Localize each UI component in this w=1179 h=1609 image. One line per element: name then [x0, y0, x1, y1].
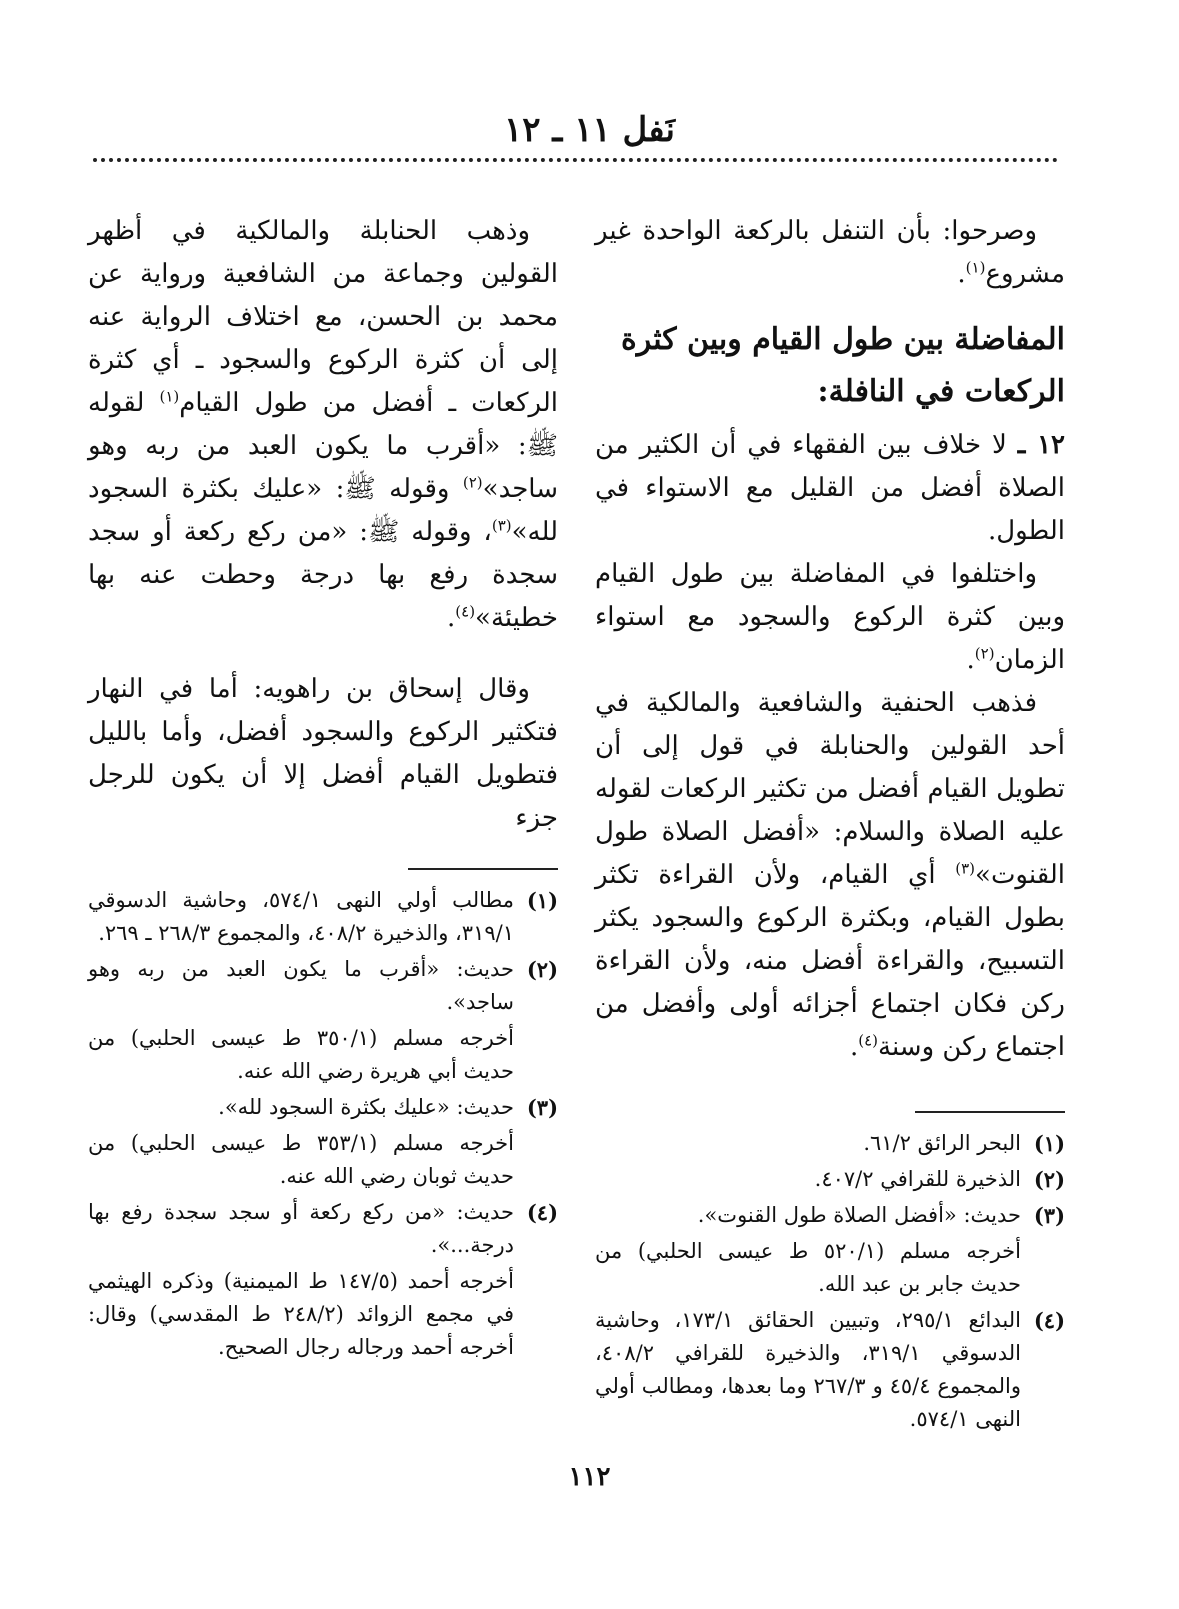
footnote-ref[interactable]: (٣)	[955, 859, 976, 878]
footnote-ref[interactable]: (١)	[965, 258, 986, 277]
footnote-continuation	[88, 1127, 558, 1193]
disagreement-text: واختلفوا في المفاضلة بين طول القيام وبين كثرة الركوع والسجود مع استواء الزمان	[595, 559, 1065, 675]
footnote-rule	[915, 1111, 1065, 1113]
footnote-text: حديث: «أفضل الصلاة طول القنوت».	[697, 1203, 1021, 1227]
footnote-ref[interactable]: (١)	[159, 387, 180, 406]
hanabila-text-b: لقوله ﷺ: «أقرب ما يكون العبد من ربه وهو ساجد»	[88, 388, 558, 504]
paragraph-gap	[88, 640, 558, 668]
footnote	[88, 1196, 558, 1262]
left-column	[88, 210, 558, 1367]
paragraph-ishaq: وقال إسحاق بن راهويه: أما في النهار فتكثير الركوع والسجود أفضل، وأما بالليل فتطويل القيام أفضل إلا أن يكون للرجل جزء	[88, 674, 558, 833]
footnote-text: أخرجه مسلم (٥٢٠/١ ط عيسى الحلبي) من حديث جابر بن عبد الله.	[595, 1239, 1021, 1296]
footnote-text: حديث: «عليك بكثرة السجود لله».	[218, 1095, 514, 1119]
footnote-text: حديث: «من ركع ركعة أو سجد سجدة رفع بها درجة...».	[88, 1200, 514, 1257]
page-number: ١١٢	[568, 1462, 611, 1492]
footnote-continuation	[88, 1022, 558, 1088]
hanafi-text-b: أي القيام، ولأن القراءة تكثر بطول القيام، وبكثرة الركوع والسجود يكثر التسبيح، والقراءة أفضل منه، ولأن القراءة ركن فكان اجتماع أجزائه أولى وأفضل من اجتماع ركن وسنة	[595, 860, 1065, 1062]
section-heading: المفاضلة بين طول القيام وبين كثرة الركعات في النافلة:	[620, 322, 1065, 409]
disagreement-end: .	[966, 645, 975, 675]
header-dotted-rule	[93, 158, 1058, 162]
footnote-text: مطالب أولي النهى ٥٧٤/١، وحاشية الدسوقي ٣١٩/١، والذخيرة ٤٠٨/٢، والمجموع ٢٦٨/٣ ـ ٢٦٩.	[88, 888, 514, 945]
footnote-continuation	[88, 1265, 558, 1364]
footnote-number: (٣)	[526, 1095, 558, 1120]
intro-paragraph	[595, 210, 1065, 296]
footnote-number: (٢)	[1033, 1167, 1065, 1192]
footnote-ref[interactable]: (٤)	[858, 1031, 878, 1050]
footnote-text: أخرجه مسلم (٣٥٣/١ ط عيسى الحلبي) من حديث ثوبان رضي الله عنه.	[88, 1131, 514, 1188]
paragraph-12-text: لا خلاف بين الفقهاء في أن الكثير من الصلاة أفضل من القليل مع الاستواء في الطول.	[595, 430, 1065, 546]
footnote-ref[interactable]: (٤)	[455, 602, 476, 621]
hanafi-end: .	[849, 1032, 859, 1062]
right-column	[595, 210, 1065, 1439]
footnote-rule	[408, 868, 558, 870]
footnote	[88, 953, 558, 1019]
footnote	[88, 884, 558, 950]
running-header-title: نَفل ١١ ـ ١٢	[504, 110, 675, 150]
footnote-number: (٤)	[1033, 1308, 1065, 1333]
paragraph-12	[595, 424, 1065, 553]
footnote	[595, 1127, 1065, 1160]
footnote-text: حديث: «أقرب ما يكون العبد من ربه وهو ساجد».	[88, 957, 514, 1014]
footnote-number: (١)	[1033, 1131, 1065, 1156]
footnote-continuation	[595, 1235, 1065, 1301]
hanabila-text-d: ، وقوله ﷺ: «من ركع ركعة أو سجد سجدة رفع بها درجة وحطت عنه بها خطيئة»	[88, 517, 558, 633]
footnote	[595, 1199, 1065, 1232]
intro-text: وصرحوا: بأن التنفل بالركعة الواحدة غير مشروع	[595, 216, 1065, 289]
hanabila-text-c: وقوله ﷺ: «عليك بكثرة السجود لله»	[88, 474, 558, 547]
footnote-ref[interactable]: (٣)	[491, 516, 512, 535]
intro-end: .	[957, 259, 966, 289]
footnote	[595, 1304, 1065, 1436]
paragraph-hanabila	[88, 210, 558, 640]
hanafi-text-a: فذهب الحنفية والشافعية والمالكية في أحد القولين والحنابلة في قول إلى أن تطويل القيام أفضل من تكثير الركعات لقوله عليه الصلاة والسلام: «أفضل الصلاة طول القنوت»	[595, 688, 1065, 890]
footnote	[88, 1091, 558, 1124]
hanabila-end: .	[447, 603, 456, 633]
footnote-text: الذخيرة للقرافي ٤٠٧/٢.	[814, 1167, 1021, 1191]
footnote-text: أخرجه أحمد (١٤٧/٥ ط الميمنية) وذكره الهيثمي في مجمع الزوائد (٢٤٨/٢ ط المقدسي) وقال: أخرجه أحمد ورجاله رجال الصحيح.	[88, 1269, 515, 1359]
footnote	[595, 1163, 1065, 1196]
paragraph-disagreement	[595, 553, 1065, 682]
footnote-number: (٢)	[526, 957, 558, 982]
footnote-number: (٤)	[526, 1200, 558, 1225]
footnote-number: (٣)	[1033, 1203, 1065, 1228]
footnote-ref[interactable]: (٢)	[974, 644, 995, 663]
footnote-text: البدائع ٢٩٥/١، وتبيين الحقائق ١٧٣/١، وحاشية الدسوقي ٣١٩/١، والذخيرة للقرافي ٤٠٨/٢، والمجموع ٤٥/٤ و ٢٦٧/٣ وما بعدها، ومطالب أولي النهى ٥٧٤/١.	[595, 1308, 1022, 1431]
paragraph-hanafi	[595, 682, 1065, 1069]
footnote-text: البحر الرائق ٦١/٢.	[863, 1131, 1021, 1155]
footnote-ref[interactable]: (٢)	[462, 473, 483, 492]
footnote-text: أخرجه مسلم (٣٥٠/١ ط عيسى الحلبي) من حديث أبي هريرة رضي الله عنه.	[88, 1026, 514, 1083]
hanabila-text-a: وذهب الحنابلة والمالكية في أظهر القولين وجماعة من الشافعية ورواية عن محمد بن الحسن، مع اختلاف الرواية عنه إلى أن كثرة الركوع والسجود ـ أي كثرة الركعات ـ أفضل من طول القيام	[88, 216, 558, 418]
footnote-number: (١)	[526, 888, 558, 913]
paragraph-number: ١٢ ـ	[1017, 430, 1065, 460]
